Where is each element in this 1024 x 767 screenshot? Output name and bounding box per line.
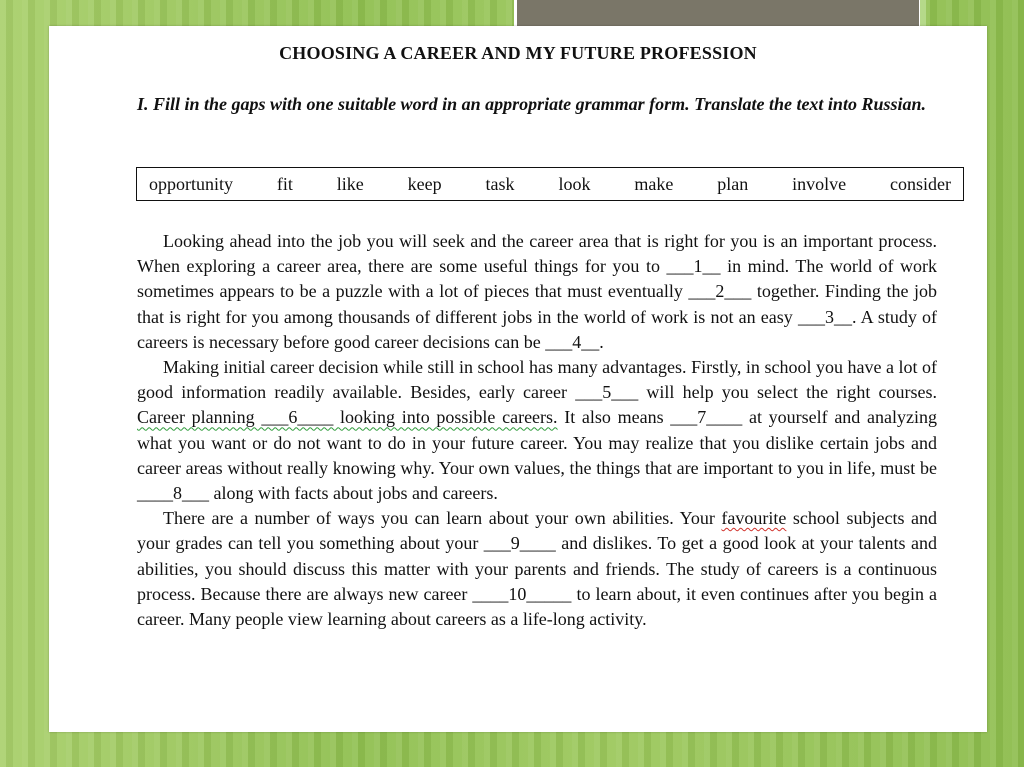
word-bank-item: keep <box>407 173 442 194</box>
word-bank-item: fit <box>276 173 293 194</box>
spelling-flagged-word: favourite <box>721 508 787 529</box>
word-bank-item: involve <box>792 173 847 194</box>
word-bank-item: look <box>558 173 591 194</box>
paragraph-1: Looking ahead into the job you will seek and the career area that is right for you is an important process. When exploring a career area, there are some useful things for you to ___1__ in mind. The world of work sometimes appears to be a puzzle with a lot of pieces that must eventually ___2___ together. Finding the job that is right for you among thousands of different jobs in the world of work is not an easy ___3__. A study of careers is necessary before good career decisions can be ___4__. <box>137 231 937 352</box>
grammar-flagged-sentence: Career planning ___6____ looking into possible careers. <box>137 407 558 428</box>
header-accent-strip <box>920 0 926 28</box>
word-bank-item: make <box>634 173 674 194</box>
paragraph-3-text-a: There are a number of ways you can learn about your own abilities. Your <box>163 508 722 529</box>
footer-background <box>0 732 1024 767</box>
word-bank-item: plan <box>717 173 749 194</box>
word-bank-item: task <box>485 173 515 194</box>
paragraph-3-text-b: school subjects and your grades can tell you something about your ___9____ and dislikes. To get a good look at your talents and abilities, you should discuss this matter with your parents and friends. The study of careers is a continuous process. Because there are always new career ____10_____ to learn about, it even continues after you begin a career. Many people view learning about careers as a life-long activity. <box>137 508 937 630</box>
document-title: CHOOSING A CAREER AND MY FUTURE PROFESSION <box>279 43 757 63</box>
paragraph-3 <box>137 506 937 632</box>
paragraph-2-text-a: Making initial career decision while still in school has many advantages. Firstly, in school you have a lot of good information readily available. Besides, early career ___5___ will help you select the right courses. <box>137 357 937 403</box>
word-bank-item: consider <box>890 173 951 194</box>
exercise-text <box>137 229 937 632</box>
document-page <box>49 26 987 732</box>
header-decoration-bar <box>514 0 922 28</box>
word-bank-item: opportunity <box>149 173 233 194</box>
word-bank <box>136 167 964 201</box>
word-bank-item: like <box>336 173 364 194</box>
paragraph-2-text-b: It also means ___7____ at yourself and analyzing what you want or do not want to do in your future career. You may realize that you dislike certain jobs and career areas without really knowing why. Your own values, the things that are important to you in life, must be ____8___ along with facts about jobs and careers. <box>137 407 937 504</box>
exercise-instruction: I. Fill in the gaps with one suitable word in an appropriate grammar form. Translate the text into Russian. <box>137 94 926 114</box>
paragraph-2 <box>137 355 937 506</box>
